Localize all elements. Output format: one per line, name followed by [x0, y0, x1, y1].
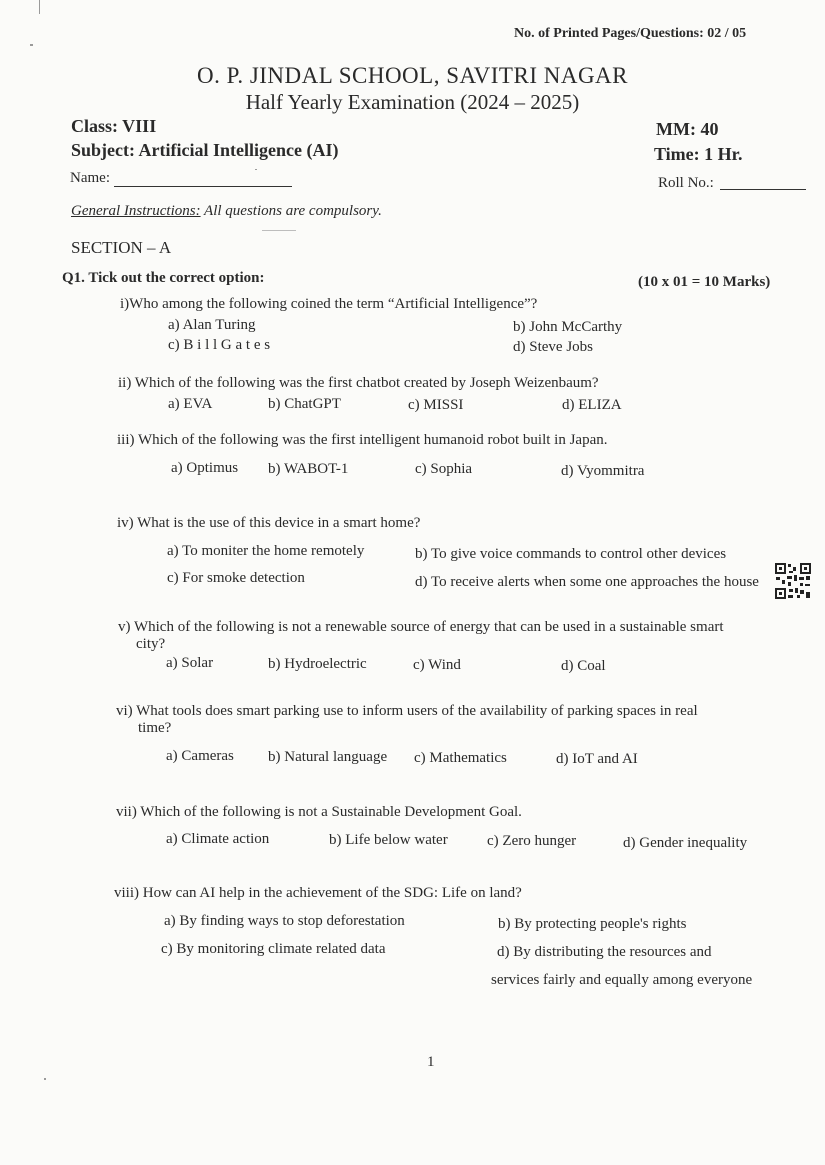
- general-instructions: [71, 203, 382, 220]
- option[interactable]: b) By protecting people's rights: [498, 916, 687, 932]
- question-text-continued: time?: [138, 720, 172, 736]
- question-prompt: Q1. Tick out the correct option:: [62, 270, 265, 286]
- scan-mark: [262, 230, 296, 231]
- option[interactable]: c) B i l l G a t e s: [168, 337, 271, 353]
- option[interactable]: b) To give voice commands to control other devices: [415, 546, 727, 562]
- question-text: v) Which of the following is not a renewable source of energy that can be used in a sustainable smart: [118, 619, 724, 635]
- option[interactable]: c) Zero hunger: [487, 833, 577, 849]
- question-text: i)Who among the following coined the term “Artificial Intelligence”?: [120, 296, 538, 312]
- question-text: vii) Which of the following is not a Sustainable Development Goal.: [116, 804, 522, 820]
- option[interactable]: d) IoT and AI: [556, 751, 638, 767]
- scan-mark: [39, 0, 40, 14]
- qr-code-icon: [774, 562, 812, 600]
- option[interactable]: d) Steve Jobs: [513, 339, 593, 355]
- instructions-label: General Instructions:: [71, 203, 201, 219]
- option[interactable]: a) EVA: [168, 396, 213, 412]
- option[interactable]: d) Coal: [561, 658, 606, 674]
- option[interactable]: d) Gender inequality: [623, 835, 748, 851]
- option[interactable]: b) Natural language: [268, 749, 388, 765]
- roll-label: Roll No.:: [658, 175, 714, 191]
- option-continued: services fairly and equally among everyone: [491, 972, 753, 988]
- option[interactable]: c) Mathematics: [414, 750, 507, 766]
- max-marks: MM: 40: [656, 119, 719, 139]
- question-marks: (10 x 01 = 10 Marks): [638, 274, 771, 290]
- question-text: vi) What tools does smart parking use to inform users of the availability of parking spaces in real: [116, 703, 698, 719]
- option[interactable]: d) By distributing the resources and: [497, 944, 712, 960]
- option[interactable]: a) Alan Turing: [168, 317, 256, 333]
- option[interactable]: c) Wind: [413, 657, 461, 673]
- name-label: Name:: [70, 170, 110, 186]
- option[interactable]: a) To moniter the home remotely: [167, 543, 365, 559]
- option[interactable]: d) Vyommitra: [561, 463, 645, 479]
- scan-mark: [44, 1078, 46, 1080]
- option[interactable]: c) Sophia: [415, 461, 473, 477]
- exam-title: Half Yearly Examination (2024 – 2025): [245, 90, 580, 114]
- option[interactable]: b) Life below water: [329, 832, 448, 848]
- question-text-continued: city?: [136, 636, 166, 652]
- question-text: iii) Which of the following was the first intelligent humanoid robot built in Japan.: [117, 432, 608, 448]
- option[interactable]: c) By monitoring climate related data: [161, 941, 386, 957]
- option[interactable]: a) Solar: [166, 655, 214, 671]
- printed-pages-note: No. of Printed Pages/Questions: 02 / 05: [514, 26, 747, 41]
- option[interactable]: c) For smoke detection: [167, 570, 305, 586]
- scan-mark: [255, 169, 257, 170]
- question-text: iv) What is the use of this device in a smart home?: [117, 515, 421, 531]
- school-name: O. P. JINDAL SCHOOL, SAVITRI NAGAR: [196, 63, 629, 88]
- page-number: 1: [427, 1054, 435, 1070]
- time-allowed: Time: 1 Hr.: [654, 144, 743, 164]
- class-label: Class: VIII: [71, 116, 157, 136]
- roll-field[interactable]: [720, 189, 806, 190]
- option[interactable]: d) To receive alerts when some one approaches the house: [415, 574, 759, 590]
- option[interactable]: a) Cameras: [166, 748, 234, 764]
- question-text: viii) How can AI help in the achievement of the SDG: Life on land?: [114, 885, 522, 901]
- instructions-text: All questions are compulsory.: [200, 203, 382, 219]
- section-title: SECTION – A: [71, 238, 172, 257]
- subject-label: Subject: Artificial Intelligence (AI): [71, 140, 339, 160]
- option[interactable]: c) MISSI: [408, 397, 464, 413]
- option[interactable]: a) Climate action: [166, 831, 270, 847]
- scan-mark: [30, 44, 33, 46]
- option[interactable]: b) ChatGPT: [268, 396, 341, 412]
- option[interactable]: b) Hydroelectric: [268, 656, 367, 672]
- name-field[interactable]: [114, 186, 292, 187]
- option[interactable]: b) John McCarthy: [513, 319, 623, 335]
- question-text: ii) Which of the following was the first chatbot created by Joseph Weizenbaum?: [118, 375, 599, 391]
- option[interactable]: a) By finding ways to stop deforestation: [164, 913, 405, 929]
- option[interactable]: b) WABOT-1: [268, 461, 349, 477]
- option[interactable]: d) ELIZA: [562, 397, 622, 413]
- option[interactable]: a) Optimus: [171, 460, 239, 476]
